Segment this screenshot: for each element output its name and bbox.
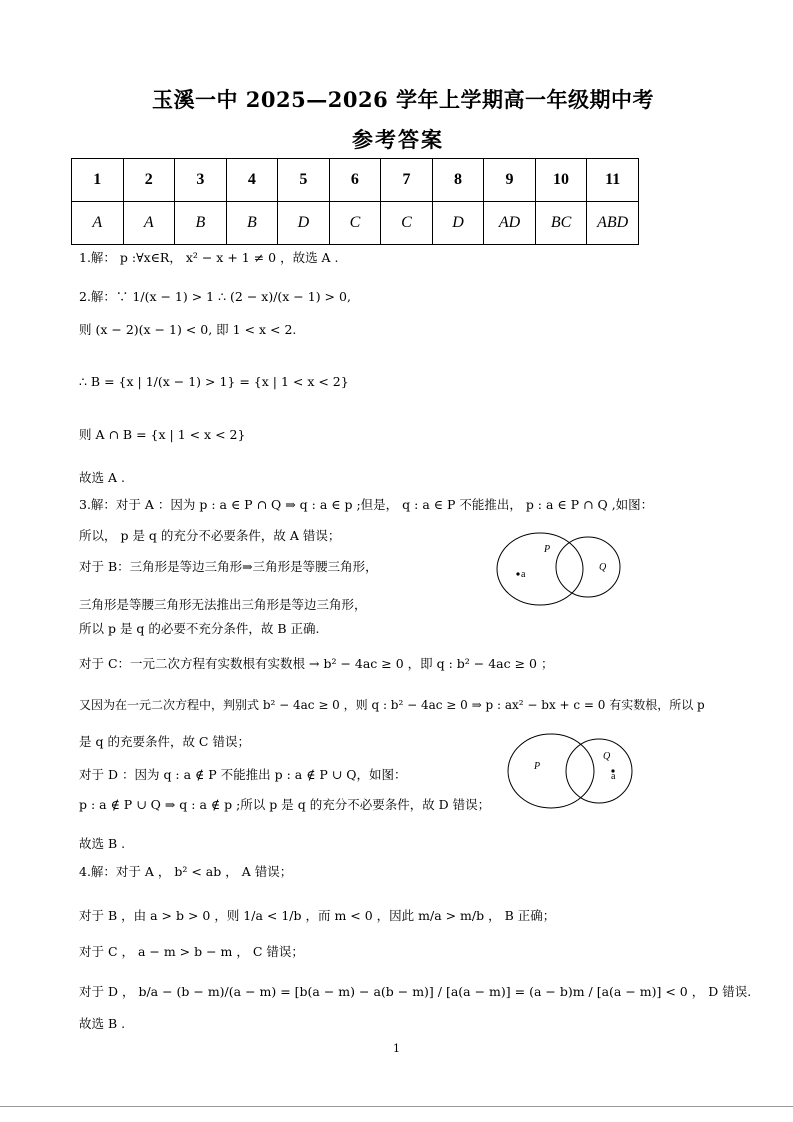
answer-cell: A bbox=[72, 202, 124, 245]
answer-cell: B bbox=[226, 202, 278, 245]
venn2-set-p bbox=[508, 734, 594, 808]
solution-2-intro: 2.解：∵ 1/(x − 1) > 1 ∴ (2 − x)/(x − 1) > 0, bbox=[79, 289, 351, 304]
solution-2-intersection: 则 A ∩ B = {x | 1 < x < 2} bbox=[79, 427, 246, 442]
answer-cell: C bbox=[329, 202, 381, 245]
page-subtitle: 参考答案 bbox=[352, 127, 444, 152]
venn2-label-a: a bbox=[611, 771, 616, 782]
question-number: 8 bbox=[432, 159, 484, 202]
solution-3-c: 对于 C：一元二次方程有实数根有实数根 → b² − 4ac ≥ 0 ，即 q : b² − 4ac ≥ 0 ； bbox=[79, 656, 554, 671]
solution-3-c-cont: 又因为在一元二次方程中，判别式 b² − 4ac ≥ 0 ，则 q : b² − 4ac ≥ 0 ⇒ p : ax² − bx + c = 0 有实数根，所以 p bbox=[79, 698, 705, 712]
solution-3-choice: 故选 B . bbox=[79, 836, 126, 851]
question-number: 6 bbox=[329, 159, 381, 202]
venn2-set-q bbox=[566, 739, 632, 803]
venn1-label-p: P bbox=[544, 544, 551, 555]
venn1-label-a: a bbox=[521, 569, 526, 580]
answer-cell: AD bbox=[484, 202, 536, 245]
answer-cell: BC bbox=[535, 202, 587, 245]
answer-cell: A bbox=[123, 202, 175, 245]
answer-table bbox=[71, 158, 639, 245]
question-number: 3 bbox=[175, 159, 227, 202]
solution-4-a: 4.解：对于 A ， b² < ab ， A 错误； bbox=[79, 864, 293, 879]
venn1-set-p bbox=[497, 533, 583, 605]
solution-3-a-conclusion: 所以， p 是 q 的充分不必要条件，故 A 错误； bbox=[79, 528, 341, 543]
solution-3-c-conclusion: 是 q 的充要条件，故 C 错误； bbox=[79, 734, 250, 749]
solution-3-a: 3.解：对于 A ：因为 p : a ∈ P ∩ Q ⇒ q : a ∈ p ;但是， q : a ∈ P 不能推出， p : a ∈ P ∩ Q ,如图： bbox=[79, 497, 654, 512]
solution-2-choice: 故选 A . bbox=[79, 470, 125, 485]
page-title: 玉溪一中 2025—2026 学年上学期高一年级期中考 bbox=[152, 87, 655, 112]
answer-cell: C bbox=[381, 202, 433, 245]
venn2-label-q: Q bbox=[603, 751, 611, 762]
question-number: 5 bbox=[278, 159, 330, 202]
answer-cell: D bbox=[432, 202, 484, 245]
page-bottom-divider bbox=[0, 1106, 793, 1107]
venn1-point bbox=[516, 572, 519, 575]
solution-4-b: 对于 B ，由 a > b > 0 ，则 1/a < 1/b ，而 m < 0 ，因此 m/a > m/b ， B 正确； bbox=[79, 908, 556, 923]
answer-cell: D bbox=[278, 202, 330, 245]
page-number: 1 bbox=[393, 1042, 400, 1055]
venn1-set-q bbox=[556, 537, 620, 597]
solution-3-d: 对于 D ：因为 q : a ∉ P 不能推出 p : a ∉ P ∪ Q，如图： bbox=[79, 767, 407, 782]
venn-diagram-1 bbox=[496, 530, 626, 610]
question-number: 11 bbox=[587, 159, 639, 202]
question-number: 9 bbox=[484, 159, 536, 202]
answer-cell: ABD bbox=[587, 202, 639, 245]
solution-4-c: 对于 C ， a − m > b − m ， C 错误； bbox=[79, 944, 304, 959]
question-number: 10 bbox=[535, 159, 587, 202]
venn-diagram-2 bbox=[503, 733, 633, 813]
answer-table-value-row bbox=[72, 202, 639, 245]
solution-3-d-conclusion: p : a ∉ P ∪ Q ⇒ q : a ∉ p ;所以 p 是 q 的充分不必要条件，故 D 错误； bbox=[79, 797, 491, 812]
solution-4-d: 对于 D ， b/a − (b − m)/(a − m) = [b(a − m) − a(b − m)] / [a(a − m)] = (a − b)m / [a(a − m)] < 0 ， D 错误. bbox=[79, 984, 752, 999]
question-number: 4 bbox=[226, 159, 278, 202]
question-number: 7 bbox=[381, 159, 433, 202]
venn2-label-p: P bbox=[534, 761, 541, 772]
venn1-label-q: Q bbox=[599, 562, 607, 573]
answer-cell: B bbox=[175, 202, 227, 245]
question-number: 1 bbox=[72, 159, 124, 202]
question-number: 2 bbox=[123, 159, 175, 202]
solution-4-choice: 故选 B . bbox=[79, 1016, 126, 1031]
solution-3-b-cont: 三角形是等腰三角形无法推出三角形是等边三角形， bbox=[79, 597, 367, 612]
solution-3-b: 对于 B：三角形是等边三角形⇒三角形是等腰三角形， bbox=[79, 559, 378, 574]
solution-2-step: 则 (x − 2)(x − 1) < 0, 即 1 < x < 2. bbox=[79, 322, 297, 337]
solution-1: 1.解： p :∀x∈R， x² − x + 1 ≠ 0 ，故选 A . bbox=[79, 250, 339, 265]
solution-3-b-conclusion: 所以 p 是 q 的必要不充分条件，故 B 正确. bbox=[79, 621, 320, 636]
answer-table-header-row bbox=[72, 159, 639, 202]
solution-2-set-b: ∴ B = {x | 1/(x − 1) > 1} = {x | 1 < x < 2} bbox=[79, 374, 349, 389]
